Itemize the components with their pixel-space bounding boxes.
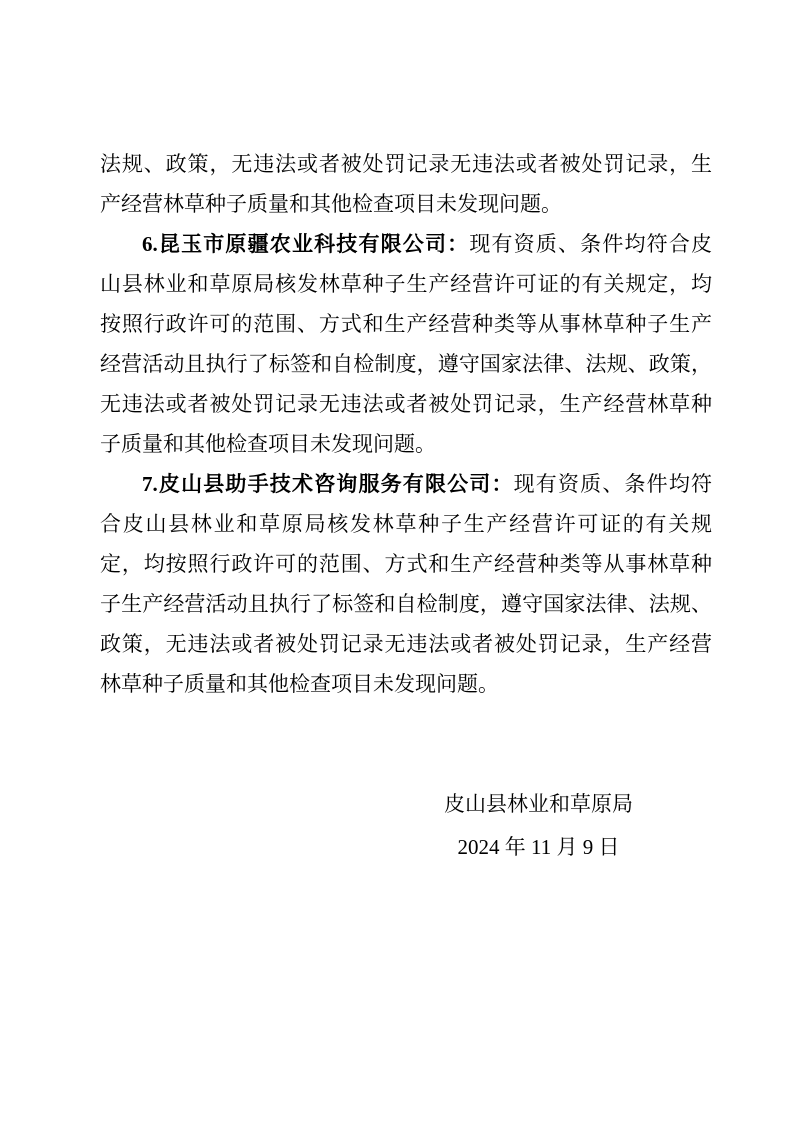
paragraph-6-company-name: 6.昆玉市原疆农业科技有限公司： [142, 232, 470, 256]
paragraph-continuation-line-2: 产经营林草种子质量和其他检查项目未发现问题。 [100, 192, 562, 216]
paragraph-7-text: 现有资质、条件均符 [513, 472, 712, 496]
paragraph-6-text: 现有资质、条件均符合皮 [469, 232, 713, 256]
paragraph-7-line-6: 林草种子质量和其他检查项目未发现问题。 [100, 672, 499, 696]
paragraph-7-company-name: 7.皮山县助手技术咨询服务有限公司： [142, 472, 514, 496]
document-body [100, 144, 712, 867]
paragraph-continuation-line-1: 法规、政策，无违法或者被处罚记录无违法或者被处罚记录，生 [100, 152, 712, 176]
signature-organization: 皮山县林业和草原局 [444, 792, 633, 816]
paragraph-6-line-5: 无违法或者被处罚记录无违法或者被处罚记录，生产经营林草种 [100, 392, 712, 416]
paragraph-7-line-4: 子生产经营活动且执行了标签和自检制度，遵守国家法律、法规、 [100, 592, 712, 616]
paragraph-6-line-3: 按照行政许可的范围、方式和生产经营种类等从事林草种子生产 [100, 312, 712, 336]
paragraph-7-line-1 [100, 464, 712, 504]
paragraph-7-line-3: 定，均按照行政许可的范围、方式和生产经营种类等从事林草种 [100, 552, 712, 576]
paragraph-7-line-2: 合皮山县林业和草原局核发林草种子生产经营许可证的有关规 [100, 512, 712, 536]
signature-date: 2024 年 11 月 9 日 [457, 835, 620, 859]
signature-block [444, 784, 633, 867]
paragraph-6-line-6: 子质量和其他检查项目未发现问题。 [100, 432, 436, 456]
paragraph-6-line-4: 经营活动且执行了标签和自检制度，遵守国家法律、法规、政策， [100, 352, 712, 376]
paragraph-7-line-5: 政策，无违法或者被处罚记录无违法或者被处罚记录，生产经营 [100, 632, 712, 656]
paragraph-6-line-1 [100, 224, 712, 264]
paragraph-6-line-2: 山县林业和草原局核发林草种子生产经营许可证的有关规定，均 [100, 272, 712, 296]
